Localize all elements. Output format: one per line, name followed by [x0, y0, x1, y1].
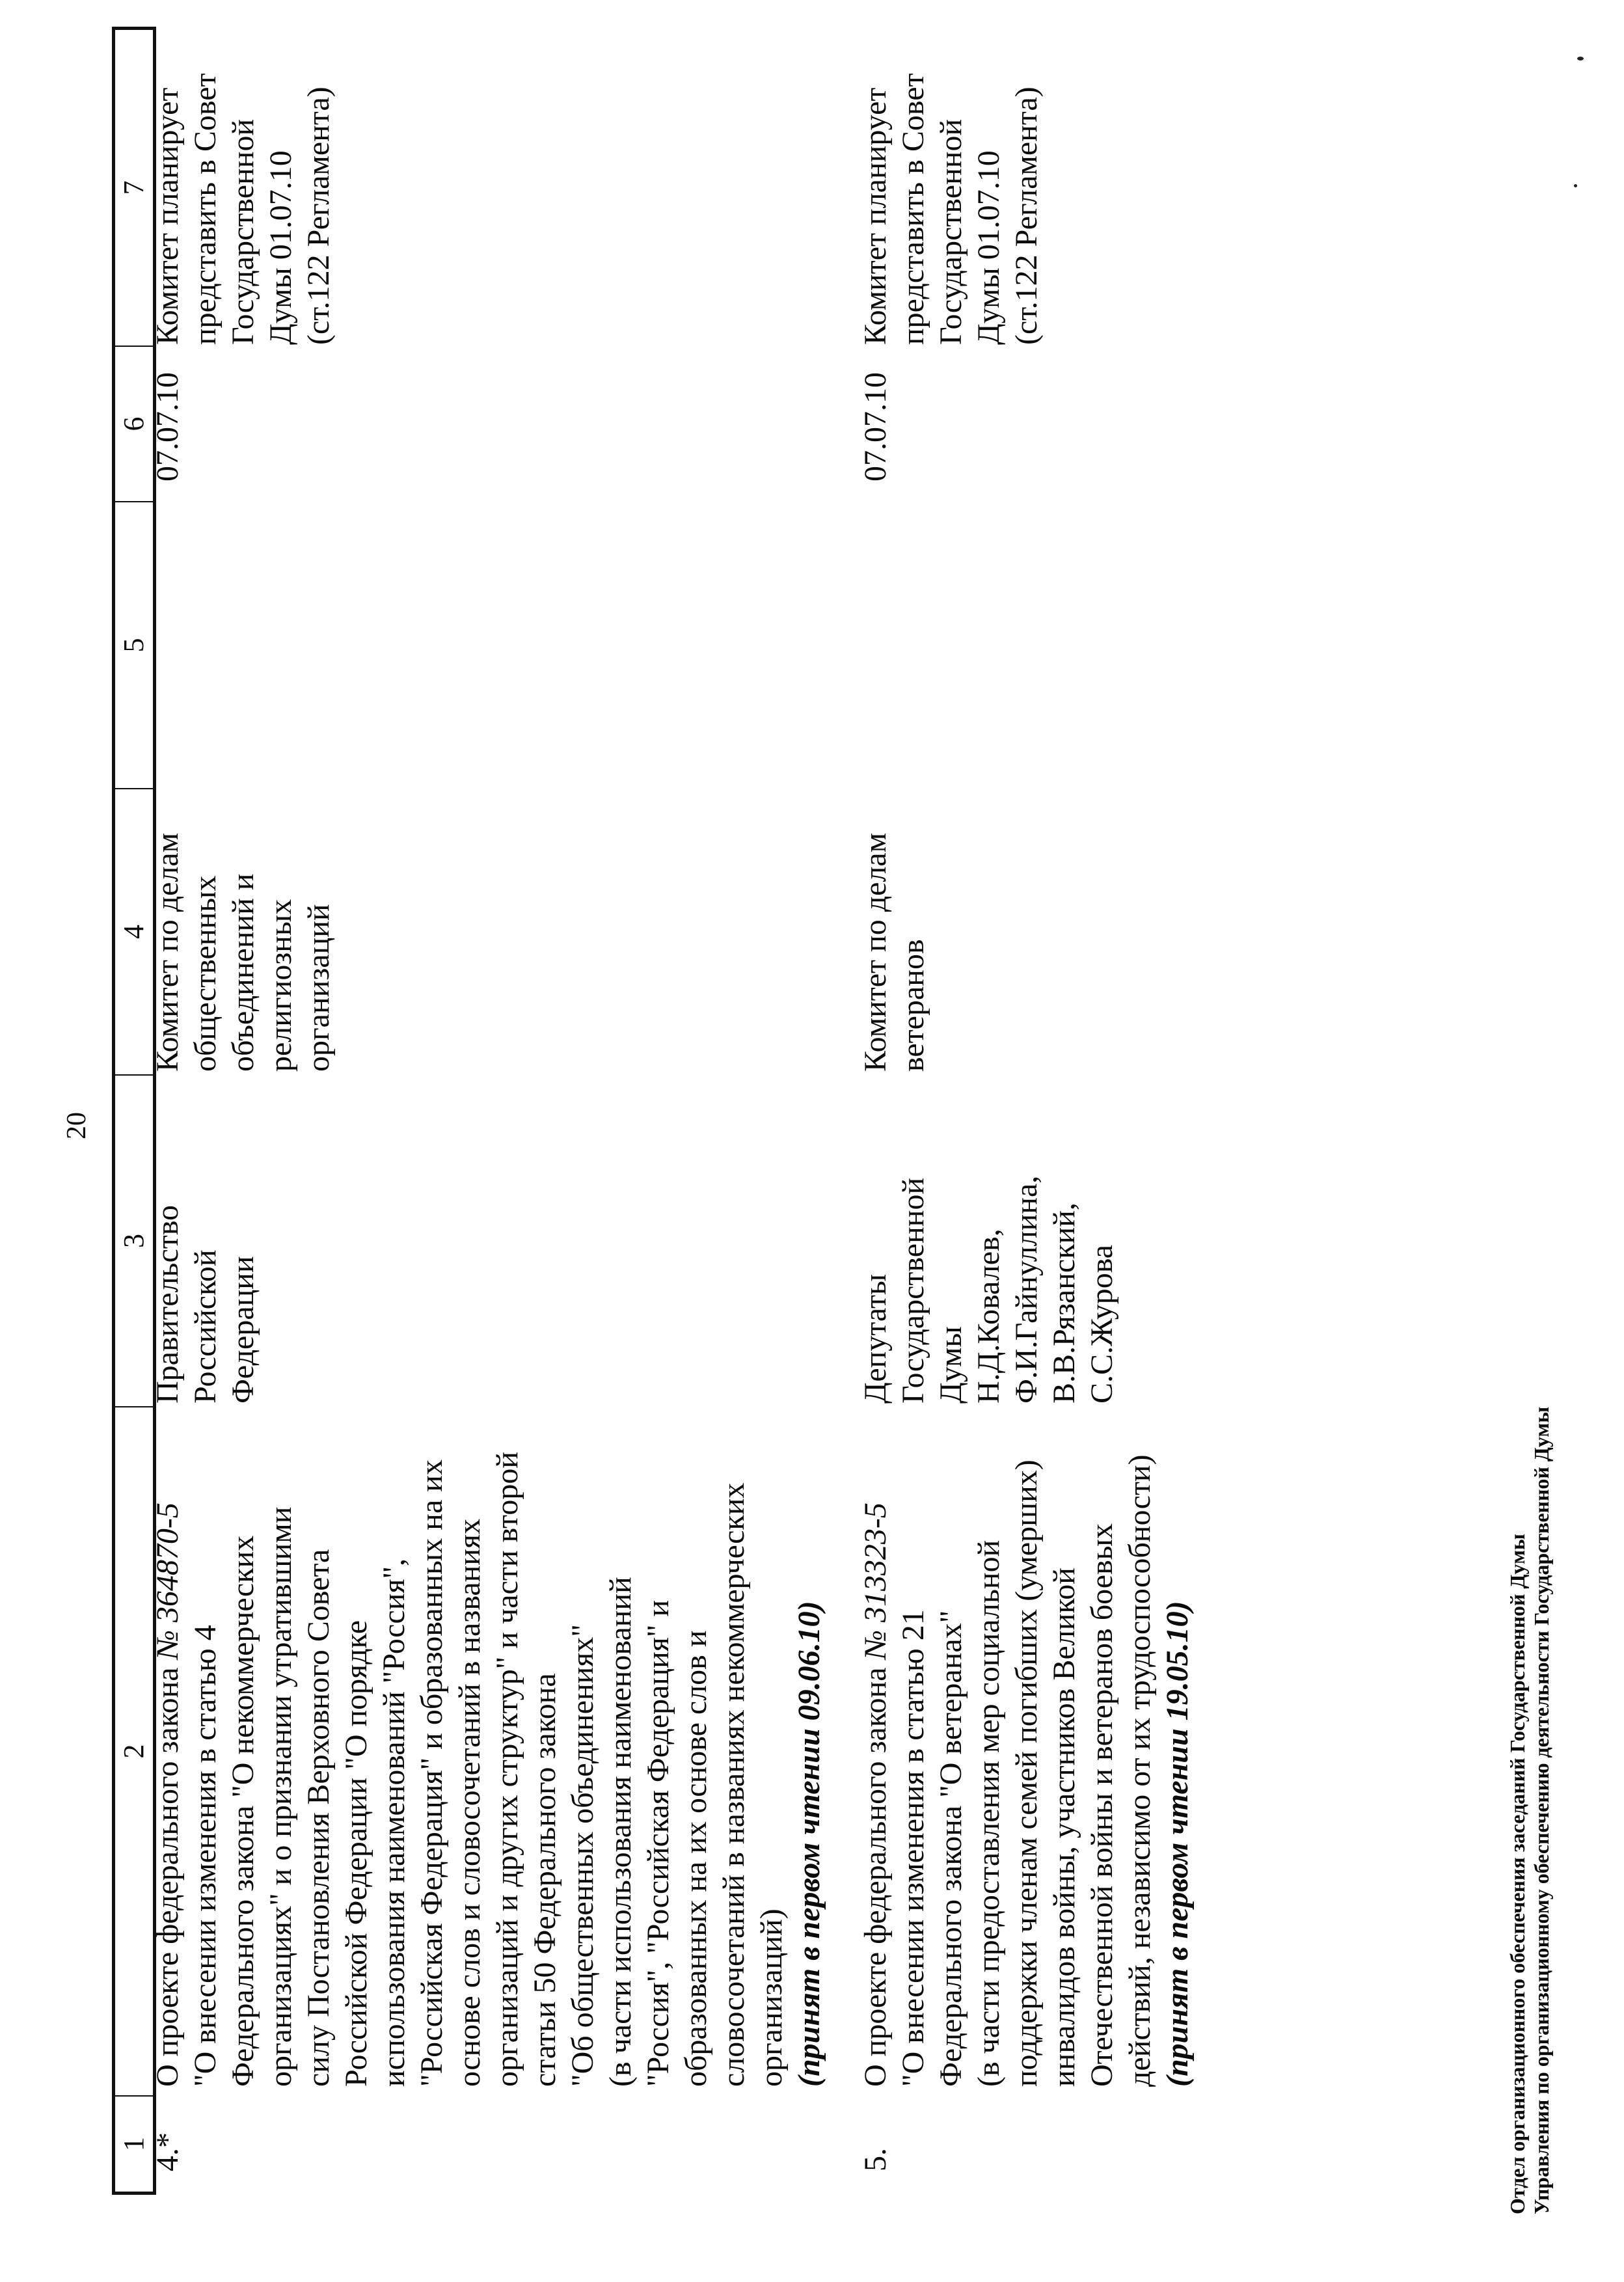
header-col-2: 2: [112, 1407, 156, 2097]
initiator: [149, 1205, 262, 1404]
date: 07.07.10: [150, 372, 185, 482]
bill-number: № 313323-5: [858, 1502, 893, 1660]
bill-text-line: поддержки членам семей погибших (умерших): [1009, 1460, 1044, 2087]
bill-text-line: образованных на их основе слов и: [679, 1630, 713, 2087]
committee-line: организаций: [301, 904, 336, 1072]
header-col-3: 3: [112, 1076, 156, 1407]
bill-title-prefix: О проекте федерального закона: [150, 1659, 185, 2087]
header-col-4: 4: [112, 789, 156, 1076]
bill-text-line: "Россия", "Российская Федерация" и: [641, 1599, 675, 2087]
text-lines: [187, 1452, 791, 2087]
text-lines: [895, 1454, 1159, 2087]
bill-title-line: [149, 1452, 187, 2087]
header-col-6: 6: [112, 347, 156, 502]
initiator-line: Ф.И.Гайнуллина,: [1009, 1175, 1044, 1404]
bill-text-line: Федерального закона "О ветеранах": [934, 1610, 968, 2087]
bill-text-line: "Об общественных объединениях": [565, 1623, 600, 2087]
bill-title-prefix: О проекте федерального закона: [858, 1659, 893, 2087]
initiator-line: С.С.Журова: [1085, 1244, 1119, 1404]
scan-speck: [1577, 57, 1584, 61]
note-line: Комитет планирует: [858, 87, 893, 345]
scan-speck: [1574, 184, 1577, 187]
bill-text-line: организаций и других структур" и части второй: [490, 1451, 524, 2087]
initiator-line: Депутаты: [858, 1273, 893, 1404]
bill-text-line: (в части использования наименований: [603, 1577, 638, 2087]
committee: [149, 833, 338, 1072]
initiator-line: Государственной: [896, 1177, 930, 1404]
initiator-line: В.В.Рязанский,: [1047, 1202, 1081, 1404]
row-number: 4.*: [150, 2132, 185, 2171]
footer: [1506, 1407, 1554, 2214]
note-line: представить в Совет: [896, 73, 930, 345]
header-col-5: 5: [112, 502, 156, 789]
initiator-line: Правительство: [150, 1204, 185, 1404]
page-number: 20: [62, 1112, 92, 1139]
initiator: [857, 1176, 1121, 1404]
bill-text-line: (в части предоставления мер социальной: [971, 1540, 1006, 2087]
header-col-1: 1: [112, 2097, 156, 2195]
header-col-7: 7: [112, 27, 156, 347]
bill-text-line: Отечественной войны и ветеранов боевых: [1085, 1523, 1119, 2087]
bill-text-line: использования наименований "Россия",: [377, 1558, 411, 2087]
bill-number: № 364870-5: [150, 1502, 185, 1660]
bill-text-line: организациях" и о признании утратившими: [264, 1506, 298, 2087]
committee-line: объединений и: [226, 873, 260, 1072]
initiator-line: Н.Д.Ковалев,: [971, 1229, 1006, 1404]
note-line: Государственной: [226, 118, 260, 345]
bill-text-line: словосочетаний в названиях некоммерческих: [716, 1482, 751, 2087]
bill-text-line: действий, независимо от их трудоспособности): [1122, 1454, 1157, 2087]
bill-text-line: организаций): [754, 1908, 789, 2087]
date: 07.07.10: [858, 372, 893, 482]
reading-note: (принят в первом чтении 19.05.10): [1160, 1601, 1195, 2087]
committee-line: Комитет по делам: [150, 832, 185, 1072]
bill-text-line: силу Постановления Верховного Совета: [301, 1549, 336, 2087]
bill-text-line: инвалидов войны, участников Великой: [1047, 1568, 1081, 2087]
note-line: Думы 01.07.10: [264, 150, 298, 345]
committee-line: религиозных: [264, 899, 298, 1072]
note-line: Думы 01.07.10: [971, 150, 1006, 345]
note-line: Комитет планирует: [150, 87, 185, 345]
bill-text-line: "О внесении изменения в статью 21: [896, 1609, 930, 2087]
row-number: 5.: [858, 2148, 893, 2171]
initiator-line: Федерации: [226, 1256, 260, 1404]
note-line: (ст.122 Регламента): [301, 87, 336, 345]
bill-text-line: "О внесении изменения в статью 4: [188, 1625, 223, 2087]
initiator-line: Российской: [188, 1249, 223, 1404]
footer-line-2: Управления по организационному обеспечению деятельности Государственной Думы: [1530, 1406, 1553, 2214]
bill-description: [149, 1452, 828, 2087]
committee: [857, 833, 932, 1072]
bill-text-line: Российской Федерации "О порядке: [339, 1620, 373, 2087]
note: [149, 73, 338, 345]
bill-text-line: Федерального закона "О некоммерческих: [226, 1535, 260, 2087]
bill-text-line: "Российская Федерация" и образованных на их: [414, 1460, 449, 2087]
committee-line: ветеранов: [896, 939, 930, 1072]
reading-note: (принят в первом чтении 09.06.10): [792, 1601, 826, 2087]
note-line: (ст.122 Регламента): [1009, 87, 1044, 345]
note: [857, 73, 1046, 345]
note-line: Государственной: [934, 118, 968, 345]
bill-description: [857, 1454, 1197, 2087]
committee-line: Комитет по делам: [858, 832, 893, 1072]
bill-text-line: основе слов и словосочетаний в названиях: [452, 1518, 487, 2087]
footer-line-1: Отдел организационного обеспечения заседаний Государственной Думы: [1506, 1534, 1529, 2214]
initiator-line: Думы: [934, 1326, 968, 1404]
bill-title-line: [857, 1454, 895, 2087]
note-line: представить в Совет: [188, 73, 223, 345]
bill-text-line: статьи 50 Федерального закона: [528, 1673, 562, 2087]
committee-line: общественных: [188, 875, 223, 1072]
